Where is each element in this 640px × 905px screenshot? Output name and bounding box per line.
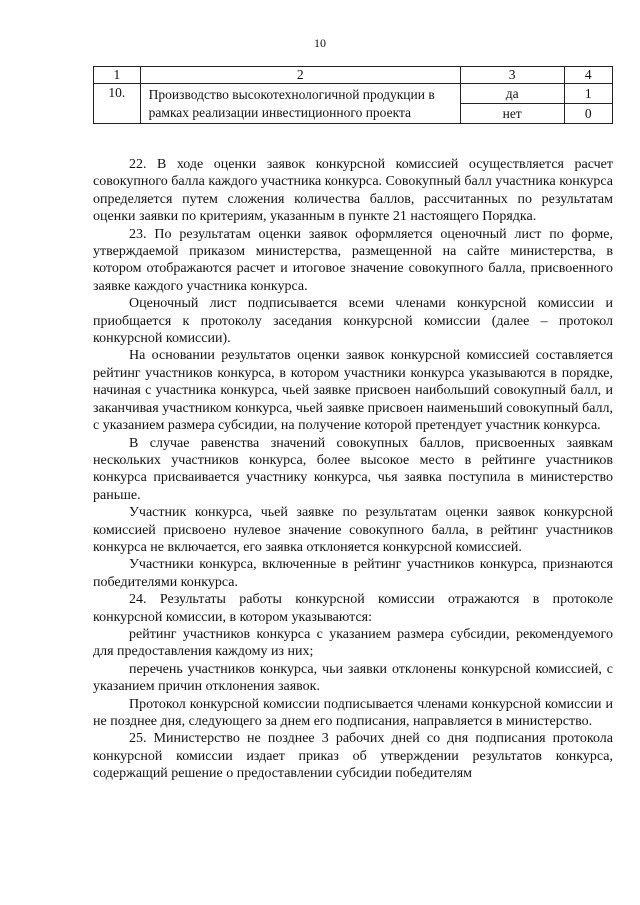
paragraph: Участник конкурса, чьей заявке по результатам оценки заявок конкурсной комиссией присвоено нулевое значение совокупного балла, в рейтинг участников конкурса не включается, его заявка отклоняется конкурсной комиссией. xyxy=(93,505,613,555)
paragraph: В случае равенства значений совокупных баллов, присвоенных заявкам нескольких участников конкурса, более высокое место в рейтинге участников конкурса присваивается участнику конкурса, чья заявка поступила в министерство раньше. xyxy=(93,435,613,503)
paragraph: Участники конкурса, включенные в рейтинг участников конкурса, признаются победителями конкурса. xyxy=(93,557,613,590)
page-number: 10 xyxy=(314,36,326,50)
score-yes: 1 xyxy=(565,84,613,104)
criterion-text: Производство высокотехнологичной продукции в рамках реализации инвестиционного проекта xyxy=(140,84,460,124)
answer-no: нет xyxy=(502,106,522,121)
score-no: 0 xyxy=(584,106,592,121)
answer-cell xyxy=(460,84,564,124)
paragraph-23: 23. По результатам оценки заявок оформляется оценочный лист по форме, утверждаемой приказом министерства, размещенной на сайте министерства, в котором отображаются расчет и итоговое значение совокупного балла, присвоенного заявке каждого участника конкурса. xyxy=(93,226,613,294)
criteria-table xyxy=(93,66,613,124)
paragraph: Оценочный лист подписывается всеми членами конкурсной комиссии и приобщается к протоколу заседания конкурсной комиссии (далее – протокол конкурсной комиссии). xyxy=(93,296,613,347)
paragraph-22: 22. В ходе оценки заявок конкурсной комиссией осуществляется расчет совокупного балла каждого участника конкурса. Совокупный балл участника конкурса определяется путем сложения количества баллов, рассчитанных по результатам оценки заявки по критериям, указанным в пункте 21 настоящего Порядка. xyxy=(93,157,613,225)
paragraph: Протокол конкурсной комиссии подписывается членами конкурсной комиссии и не позднее дня, следующего за днем его подписания, направляется в министерство. xyxy=(93,696,613,729)
paragraph: перечень участников конкурса, чьи заявки отклонены конкурсной комиссией, с указанием причин отклонения заявок. xyxy=(93,661,613,695)
paragraph: На основании результатов оценки заявок конкурсной комиссией составляется рейтинг участников конкурса, в котором участники конкурса указываются в порядке, начиная с участника конкурса, чьей заявке присвоен наибольший совокупный балл, и заканчивая участником конкурса, чьей заявке присвоен наименьший совокупный балл, с указанием размера субсидии, на получение которой претендует участник конкурса. xyxy=(93,348,613,434)
header-cell: 2 xyxy=(140,67,460,84)
document-body xyxy=(93,156,613,783)
header-cell: 1 xyxy=(94,67,141,84)
row-number: 10. xyxy=(94,84,141,124)
header-cell: 3 xyxy=(460,67,564,84)
answer-yes: да xyxy=(461,84,564,104)
paragraph-25: 25. Министерство не позднее 3 рабочих дней со дня подписания протокола конкурсной комиссии издает приказ об утверждении результатов конкурса, содержащий решение о предоставлении субсидии победителям xyxy=(93,731,613,782)
score-cell xyxy=(564,84,613,124)
header-cell: 4 xyxy=(564,67,613,84)
paragraph: рейтинг участников конкурса с указанием размера субсидии, рекомендуемого для предоставления каждому из них; xyxy=(93,626,613,660)
paragraph-24: 24. Результаты работы конкурсной комиссии отражаются в протоколе конкурсной комиссии, в котором указываются: xyxy=(93,592,613,625)
table-header-row xyxy=(94,67,613,84)
table-row xyxy=(94,84,613,124)
